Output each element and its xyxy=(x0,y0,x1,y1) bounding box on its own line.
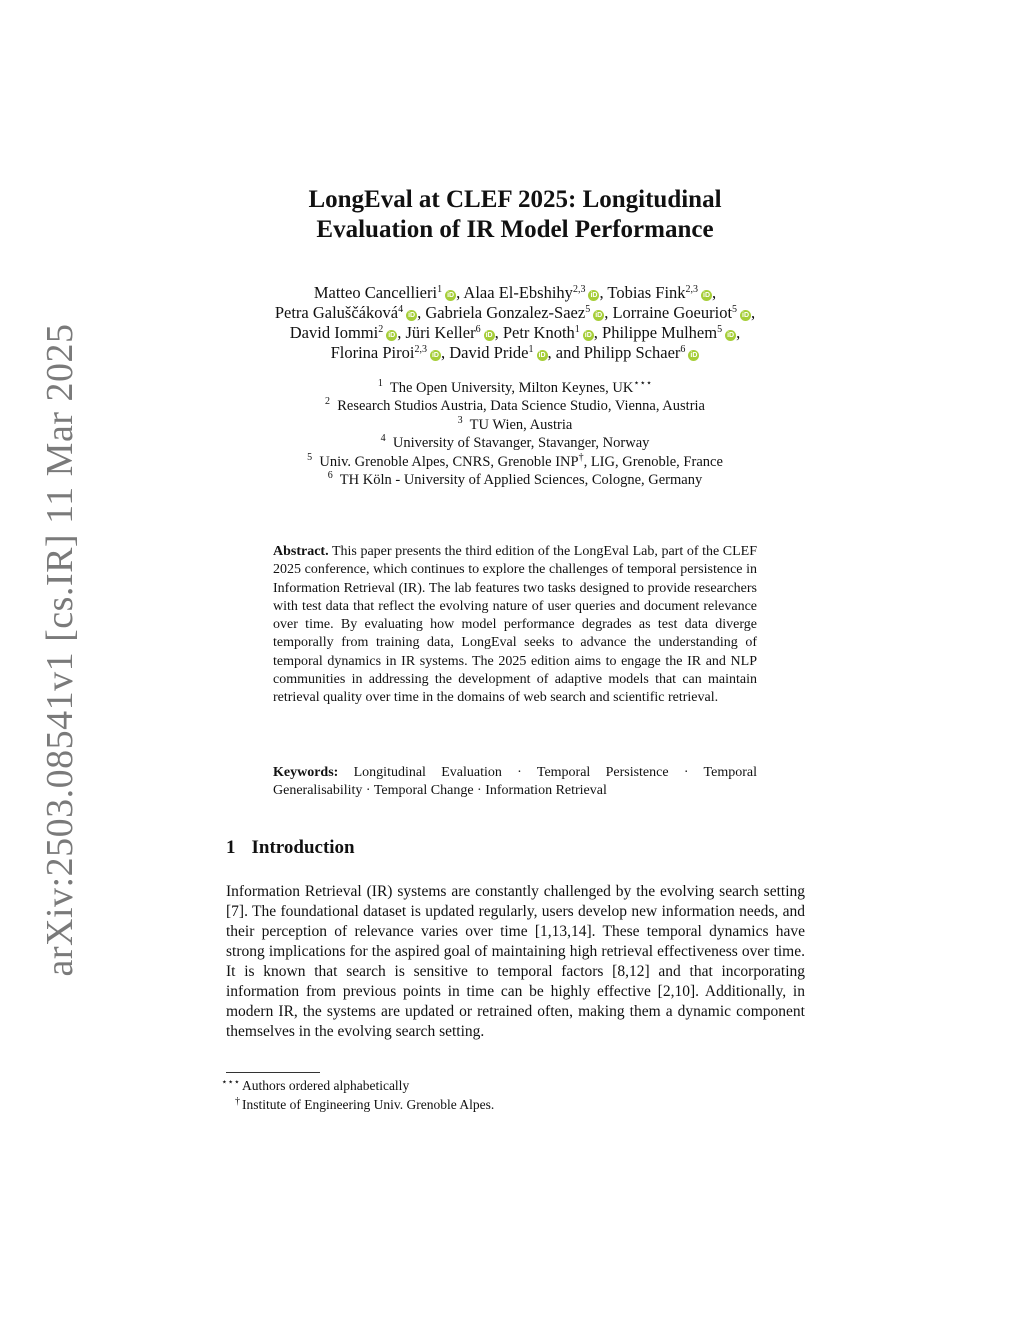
footnote-text: Institute of Engineering Univ. Grenoble Alpes. xyxy=(242,1097,495,1112)
footnote-mark: † xyxy=(235,1096,240,1107)
author-name: David Pride xyxy=(449,343,529,362)
affiliation: $^4$ University of Stavanger, Stavanger, Norway xyxy=(380,433,650,452)
orcid-icon[interactable]: iD xyxy=(590,292,598,299)
author-name: Matteo Cancellieri xyxy=(313,283,438,302)
author-affil-sup: 2 xyxy=(378,324,384,335)
author-affil-sup: 2,3 xyxy=(572,284,586,295)
abstract-label: Abstract. xyxy=(273,544,329,559)
footnote xyxy=(208,1095,808,1114)
footnote-mark: ⋆⋆⋆ xyxy=(221,1077,240,1088)
keywords-text: Longitudinal Evaluation · Temporal Persistence · Temporal Generalisability · Temporal Change · Information Retrieval xyxy=(273,765,757,799)
author-name: Petra Galuščáková xyxy=(274,303,399,322)
author-name: David Iommi xyxy=(289,323,379,342)
orcid-icon[interactable]: iD xyxy=(408,312,416,319)
author-affil-sup: 1 xyxy=(437,284,443,295)
affiliation-list xyxy=(200,379,830,489)
author-list xyxy=(200,283,830,363)
footnote xyxy=(208,1076,808,1095)
footnote-rule xyxy=(226,1072,320,1073)
footnote-mark: † xyxy=(578,451,584,463)
section-title: Introduction xyxy=(251,837,355,858)
author-affil-sup: 1 xyxy=(574,324,580,335)
paper-title xyxy=(200,185,830,245)
footnote-text: Authors ordered alphabetically xyxy=(242,1078,410,1093)
orcid-icon[interactable]: iD xyxy=(727,332,735,339)
keywords xyxy=(273,764,757,801)
author-name: Lorraine Goeuriot xyxy=(612,303,733,322)
author-affil-sup: 2,3 xyxy=(414,344,427,355)
author-line: Petra Galuščáková$^4$iD , Gabriela Gonzalez-Saez$^5$iD , Lorraine Goeuriot$^5$iD , xyxy=(274,303,756,322)
affiliation: $^1$ The Open University, Milton Keynes, UK⋆⋆⋆ xyxy=(377,378,653,396)
abstract xyxy=(273,543,757,708)
section-heading xyxy=(226,837,355,859)
author-affil-sup: 6 xyxy=(475,324,481,335)
footnotes xyxy=(208,1076,808,1114)
arxiv-identifier-text: arXiv:2503.08541v1 [cs.IR] 11 Mar 2025 xyxy=(39,323,81,977)
title-line: Evaluation of IR Model Performance xyxy=(316,216,714,243)
author-affil-sup: 5 xyxy=(732,304,738,315)
title-line: LongEval at CLEF 2025: Longitudinal xyxy=(308,186,722,213)
author-affil-sup: 4 xyxy=(398,304,404,315)
orcid-icon[interactable]: iD xyxy=(538,352,546,359)
orcid-icon[interactable]: iD xyxy=(584,332,592,339)
author-line: David Iommi$^2$iD , Jüri Keller$^6$iD , Petr Knoth$^1$iD , Philippe Mulhem$^5$iD , xyxy=(289,323,741,342)
keywords-label: Keywords: xyxy=(273,765,339,780)
orcid-icon[interactable]: iD xyxy=(431,352,439,359)
affiliation: $^3$ TU Wien, Austria xyxy=(457,414,573,433)
affiliation: $^2$ Research Studios Austria, Data Science Studio, Vienna, Austria xyxy=(325,396,705,415)
author-name: Philippe Mulhem xyxy=(602,323,718,342)
author-affil-sup: 1 xyxy=(528,344,534,355)
orcid-icon[interactable]: iD xyxy=(595,312,603,319)
author-name: Petr Knoth xyxy=(502,323,575,342)
orcid-icon[interactable]: iD xyxy=(690,352,698,359)
section-number: 1 xyxy=(226,837,236,858)
author-affil-sup: 6 xyxy=(680,344,686,355)
orcid-icon[interactable]: iD xyxy=(703,292,711,299)
orcid-icon[interactable]: iD xyxy=(447,292,455,299)
author-line: Matteo Cancellieri$^1$iD , Alaa El-Ebshihy$^{2,3}$iD , Tobias Fink$^{2,3}$iD , xyxy=(313,283,717,302)
orcid-icon[interactable]: iD xyxy=(485,332,493,339)
author-affil-sup: 5 xyxy=(585,304,591,315)
abstract-text: This paper presents the third edition of the LongEval Lab, part of the CLEF 2025 conference, which continues to explore the challenges of temporal persistence in Information Retrieval (IR). The lab features two tasks designed to provide researchers with test data that reflect the evolving nature of user queries and document relevance over time. By evaluating how model performance degrades as test data diverge temporally from training data, LongEval seeks to advance the understanding of temporal dynamics in IR systems. The 2025 edition aims to engage the IR and NLP communities in addressing the development of adaptive models that can maintain retrieval quality over time in the domains of web search and scientific retrieval. xyxy=(273,544,758,706)
author-name: Gabriela Gonzalez-Saez xyxy=(425,303,586,322)
intro-paragraph: Information Retrieval (IR) systems are constantly challenged by the evolving search setting [7]. The foundational dataset is updated regularly, users develop new information needs, and their perception of relevance varies over time [1,13,14]. These temporal dynamics have strong implications for the aspired goal of maintaining high retrieval effectiveness over time. It is known that search is sensitive to temporal factors [8,12] and that incorporating information from previous points in time can be highly effective [2,10]. Additionally, in modern IR, the systems are updated or retrained often, making them a dynamic component themselves in the evolving search setting. xyxy=(226,883,805,1040)
author-name: Jüri Keller xyxy=(405,323,476,342)
footnote-mark: ⋆⋆⋆ xyxy=(633,378,653,389)
author-affil-sup: 2,3 xyxy=(685,284,699,295)
orcid-icon[interactable]: iD xyxy=(388,332,396,339)
author-name: Alaa El-Ebshihy xyxy=(463,283,573,302)
arxiv-identifier xyxy=(30,323,90,977)
author-affil-sup: 5 xyxy=(717,324,723,335)
author-name: Tobias Fink xyxy=(607,283,686,302)
author-name: Florina Piroi xyxy=(330,343,415,362)
affiliation: $^5$ Univ. Grenoble Alpes, CNRS, Grenoble INP†, LIG, Grenoble, France xyxy=(307,451,723,470)
orcid-icon[interactable]: iD xyxy=(742,312,750,319)
author-name: Philipp Schaer xyxy=(583,343,681,362)
affiliation: $^6$ TH Köln - University of Applied Sciences, Cologne, Germany xyxy=(327,470,703,489)
author-line: Florina Piroi$^{2,3}$iD , David Pride$^1$iD , and Philipp Schaer$^6$iD xyxy=(330,343,698,362)
